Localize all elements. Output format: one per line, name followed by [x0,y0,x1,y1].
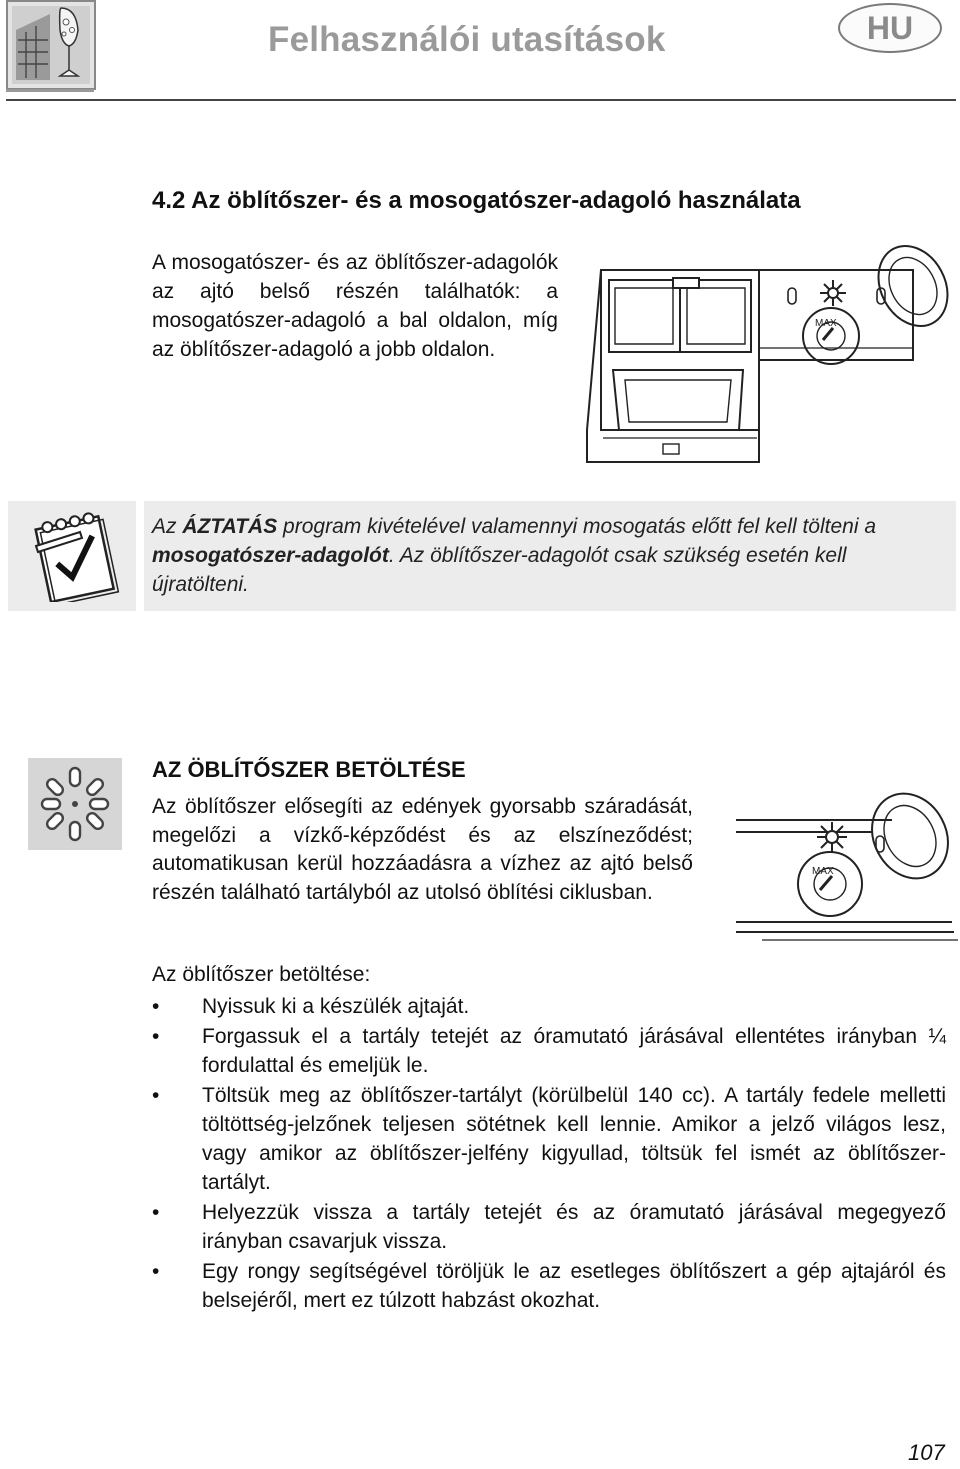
list-item: • Egy rongy segítségével töröljük le az esetleges öblítőszert a gép ajtajáról és belsejéről, mert ez túlzott habzást okozhat. [152,1257,946,1315]
note-divider [136,501,144,611]
section-heading: 4.2 Az öblítőszer- és a mosogatószer-adagoló használata [152,187,801,214]
list-item: • Töltsük meg az öblítőszer-tartályt (körülbelül 140 cc). A tartály fedele melletti töltöttség-jelzőnek teljesen sötétnek kell lennie. Amikor a jelző világos lesz, vagy amikor az öblítőszer-jelfény kigyullad, töltsük fel ismét az öblítőszer-tartályt. [152,1081,946,1197]
filling-steps-list [152,992,946,1316]
rinse-aid-sparkle-icon [40,766,110,842]
note-detergent-dispenser: mosogatószer-adagolót [152,544,389,567]
bullet-icon: • [152,995,160,1018]
header-logo-underline [6,89,94,92]
rinse-aid-cap-illustration [732,792,958,944]
dispenser-illustration [583,240,958,472]
filling-steps-intro: Az öblítőszer betöltése: [152,963,371,986]
manual-title: Felhasználói utasítások [268,20,666,59]
cap-max-label: MAX [812,866,834,877]
note-pad-checkmark-icon [28,510,122,602]
bullet-icon: • [152,1084,160,1107]
note-program-name: ÁZTATÁS [182,515,278,538]
rinse-aid-heading: AZ ÖBLÍTŐSZER BETÖLTÉSE [152,757,466,782]
bullet-icon: • [152,1201,160,1224]
list-item: • Nyissuk ki a készülék ajtaját. [152,992,946,1021]
intro-paragraph: A mosogatószer- és az öblítőszer-adagolók az ajtó belső részén találhatók: a mosogatószer-adagoló a bal oldalon, míg az öblítőszer-adagoló a jobb oldalon. [152,251,558,361]
list-item: • Forgassuk el a tartály tetejét az óramutató járásával ellentétes irányban ¼ fordulattal és emeljük le. [152,1022,946,1080]
rinse-aid-description: Az öblítőszer elősegíti az edények gyorsabb száradását, megelőzi a vízkő-képződést és az elszíneződést; automatikusan kerül hozzáadásra a vízhez az ajtó belső részén található tartályból az utolsó öblítési ciklusban. [152,795,693,904]
note-text: Az ÁZTATÁS program kivételével valamennyi mosogatás előtt fel kell tölteni a mosogatószer-adagolót. Az öblítőszer-adagolót csak szükség esetén kell újratölteni. [152,515,877,596]
list-item: • Helyezzük vissza a tartály tetejét és az óramutató járásával megegyező irányban csavarjuk vissza. [152,1198,946,1256]
dial-max-label: MAX [815,318,837,329]
language-badge: HU [838,3,942,53]
bullet-icon: • [152,1025,160,1048]
page-number: 107 [908,1440,945,1465]
bullet-icon: • [152,1260,160,1283]
header-divider [6,99,956,101]
dishwasher-logo-icon [6,0,96,90]
